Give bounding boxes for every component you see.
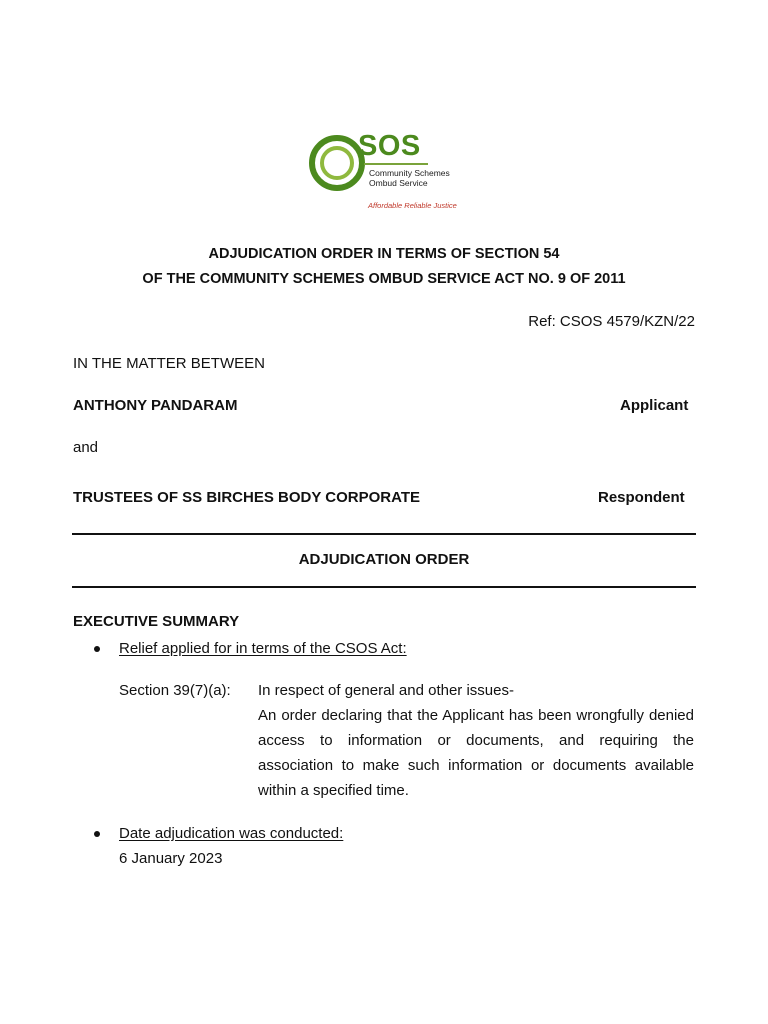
section-line: An order declaring that the Applicant has been wrongfully denied	[258, 707, 694, 724]
summary-heading: EXECUTIVE SUMMARY	[73, 613, 240, 630]
section-line: within a specified time.	[258, 782, 409, 799]
respondent-role: Respondent	[598, 489, 685, 506]
section-label: Section 39(7)(a):	[119, 682, 231, 699]
bullet-icon	[94, 646, 100, 652]
section-title: In respect of general and other issues-	[258, 682, 514, 699]
logo-name-line2: Ombud Service	[369, 178, 428, 188]
heading-line1: ADJUDICATION ORDER IN TERMS OF SECTION 54	[208, 246, 560, 262]
bullet-icon	[94, 831, 100, 837]
applicant-role: Applicant	[620, 397, 689, 414]
respondent-name: TRUSTEES OF SS BIRCHES BODY CORPORATE	[73, 489, 420, 506]
logo-divider	[364, 163, 428, 165]
relief-label: Relief applied for in terms of the CSOS Act:	[119, 640, 407, 657]
section-line: access to information or documents, and requiring the	[258, 732, 694, 749]
matter-intro: IN THE MATTER BETWEEN	[73, 355, 265, 372]
logo-tagline: Affordable Reliable Justice	[368, 201, 457, 210]
date-value: 6 January 2023	[119, 850, 223, 867]
csos-logo	[308, 128, 458, 213]
conjunction: and	[73, 439, 99, 456]
divider-top	[72, 533, 696, 535]
order-title: ADJUDICATION ORDER	[298, 551, 470, 568]
heading-line2: OF THE COMMUNITY SCHEMES OMBUD SERVICE ACT NO. 9 OF 2011	[142, 271, 626, 287]
date-label: Date adjudication was conducted:	[119, 825, 344, 842]
section-line: association to make such information or documents available	[258, 757, 694, 774]
divider-bottom	[72, 586, 696, 588]
applicant-name: ANTHONY PANDARAM	[73, 397, 238, 414]
case-reference: Ref: CSOS 4579/KZN/22	[528, 313, 695, 330]
logo-name-line1: Community Schemes	[369, 168, 450, 178]
logo-wordmark: SOS	[358, 130, 421, 162]
